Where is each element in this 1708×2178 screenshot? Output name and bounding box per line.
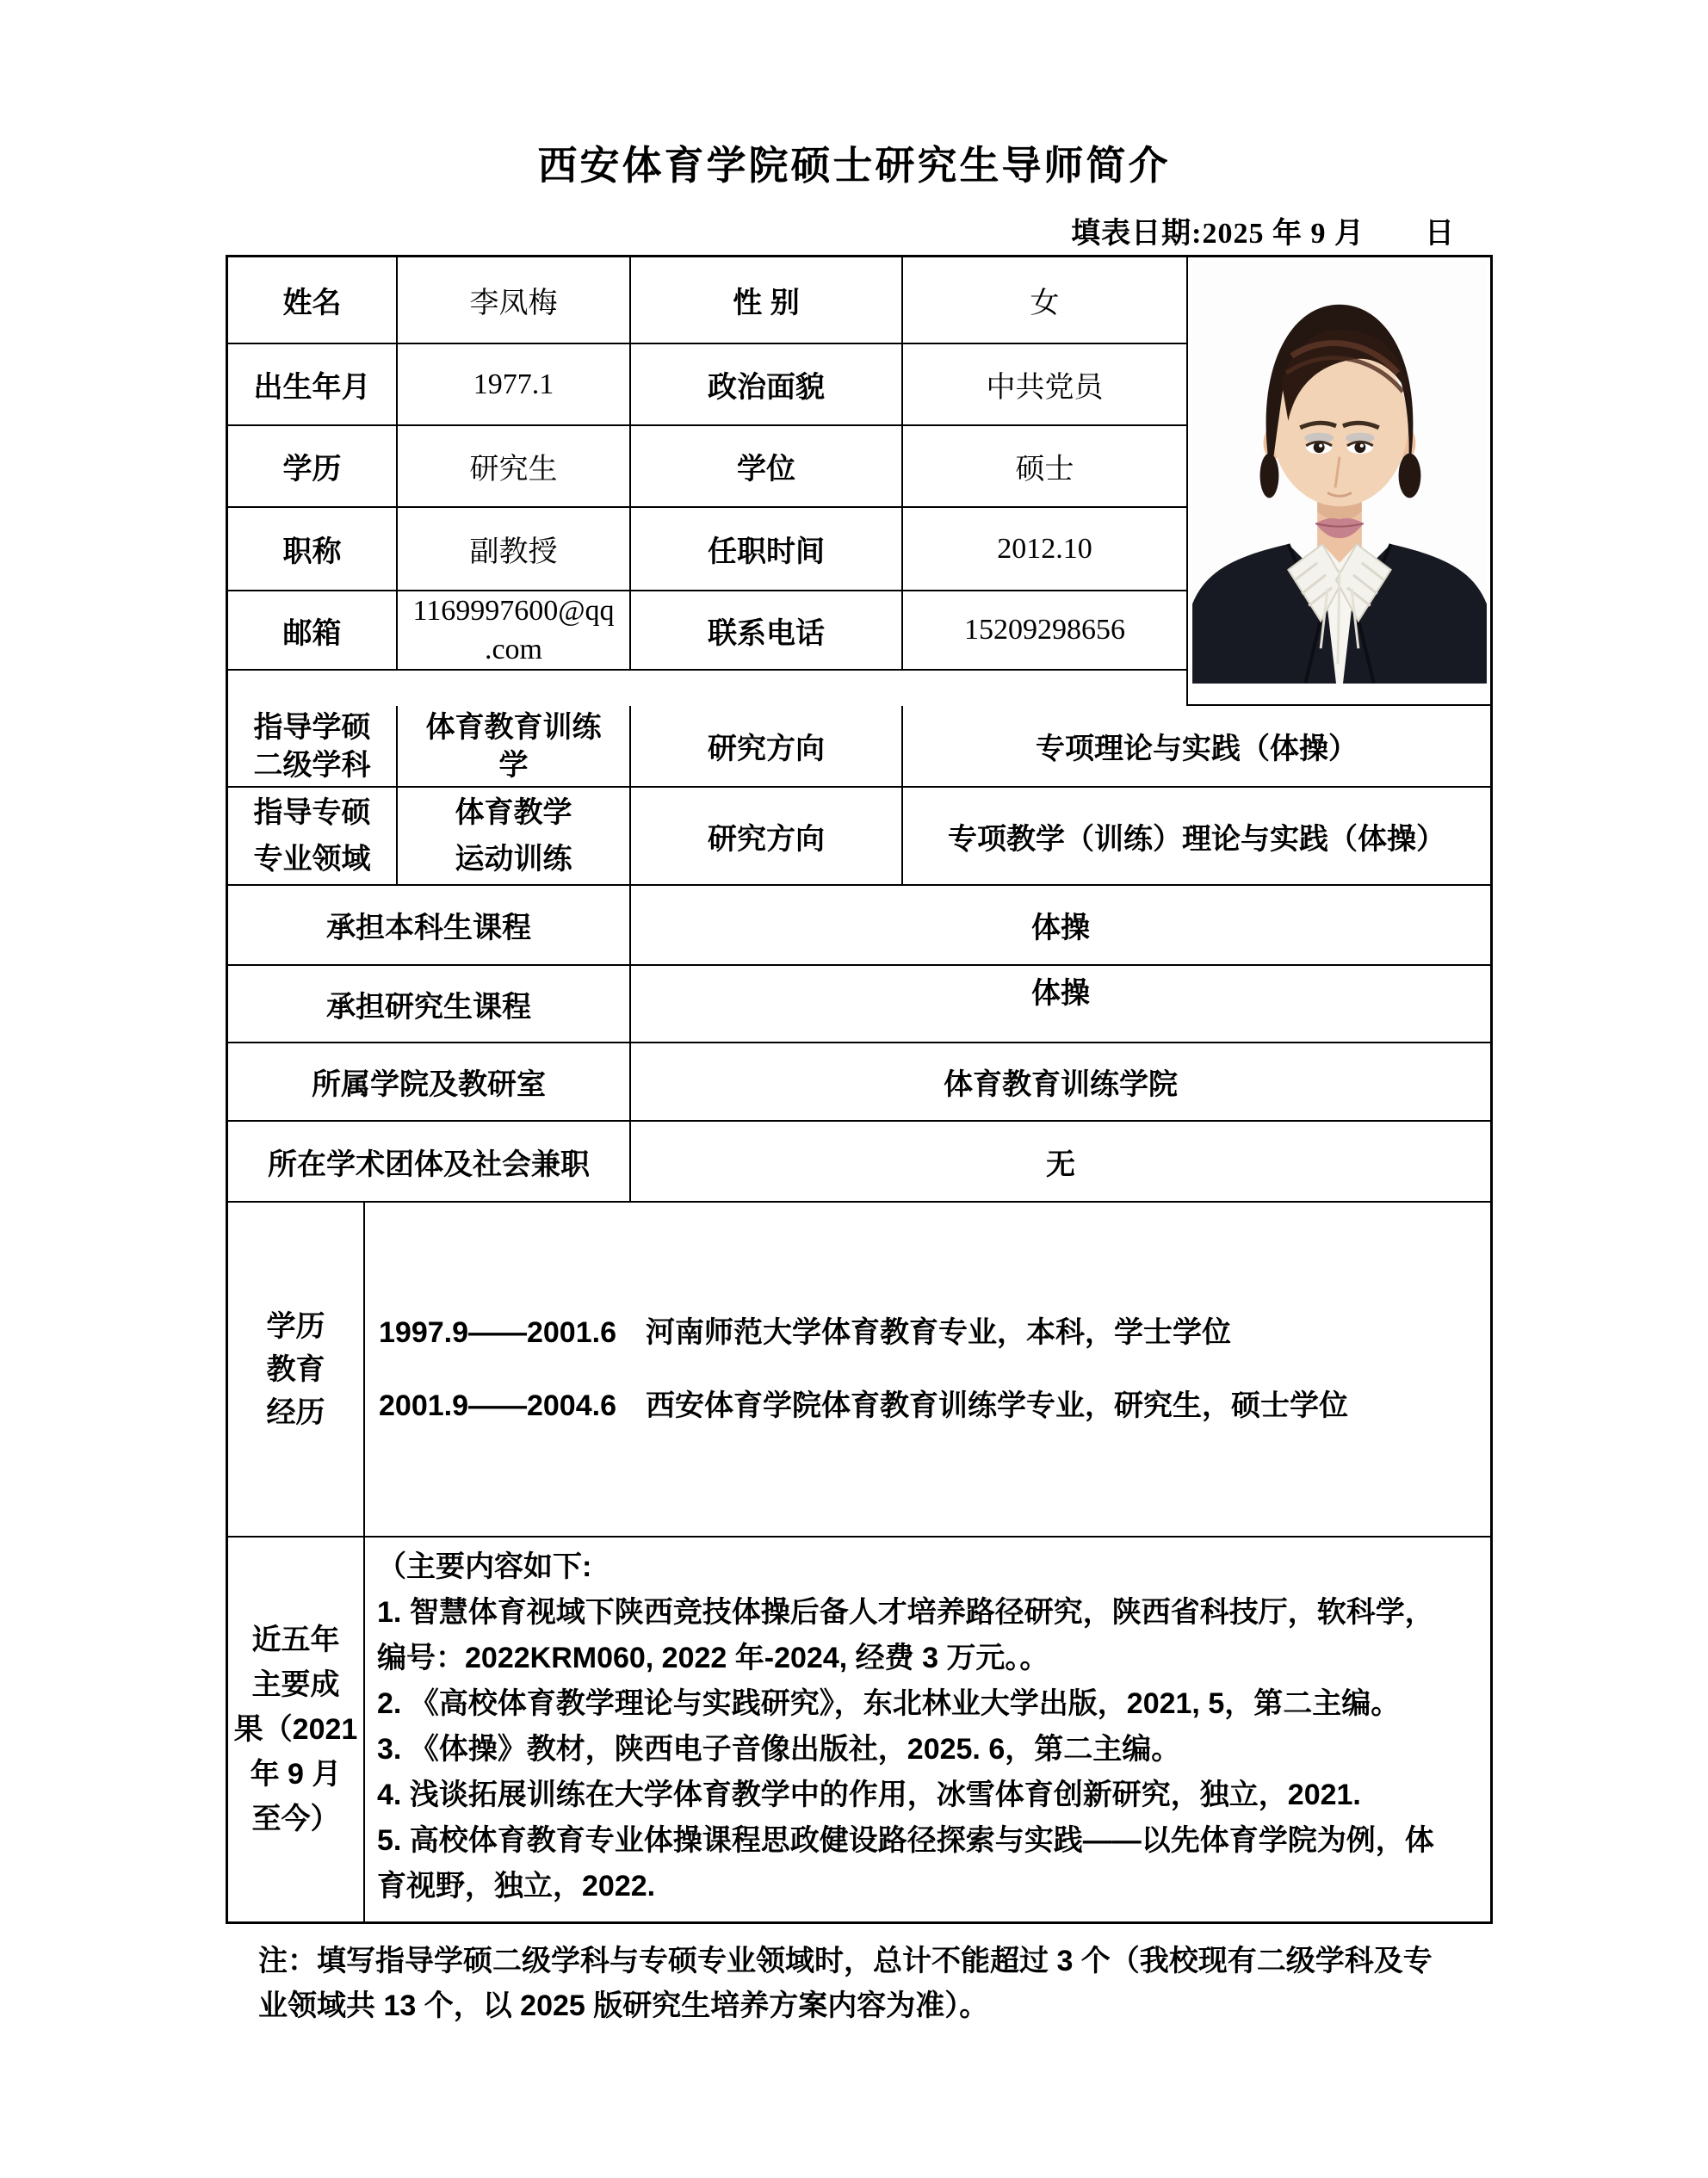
academic-discipline-value: 体育教育训练 学 [398,706,631,788]
undergrad-courses-value: 体操 [631,886,1490,966]
professional-field-value: 体育教学 运动训练 [398,788,631,886]
societies-row [228,1122,1490,1203]
email-value: 1169997600@qq .com [398,591,631,671]
research-direction-value: 专项教学（训练）理论与实践（体操） [903,788,1490,886]
college-row [228,1043,1490,1122]
basic-info-section [228,257,1490,706]
table-row [228,344,1186,426]
achievements-label: 近五年 主要成 果（2021 年 9 月 至今） [228,1538,365,1921]
undergrad-courses-row [228,886,1490,966]
email-label: 邮箱 [228,591,398,671]
degree-label: 学位 [631,426,903,508]
societies-value: 无 [631,1122,1490,1203]
undergrad-courses-label: 承担本科生课程 [228,886,631,966]
page-title: 西安体育学院硕士研究生导师简介 [537,143,1171,188]
graduate-courses-row [228,966,1490,1043]
name-label: 姓名 [228,257,398,344]
title-rank-label: 职称 [228,508,398,591]
societies-label: 所在学术团体及社会兼职 [228,1122,631,1203]
education-history-label: 学历 教育 经历 [228,1203,365,1538]
college-label: 所属学院及教研室 [228,1043,631,1122]
fill-date: 填表日期:2025 年 9 月 日 [1071,218,1455,250]
professional-supervision-row [228,788,1490,886]
academic-discipline-label: 指导学硕 二级学科 [228,706,398,788]
certificate-photo [1191,262,1488,684]
political-status-label: 政治面貌 [631,344,903,426]
gender-label: 性 别 [631,257,903,344]
table-row [228,508,1186,591]
appointment-time-value: 2012.10 [903,508,1186,591]
achievements-value: （主要内容如下: 1. 智慧体育视域下陕西竞技体操后备人才培养路径研究，陕西省科技厅，软科学， 编号：2022KRM060, 2022 年-2024, 经费 3 万元。。 2. 《高校体育教学理论与实践研究》，东北林业大学出版，2021, 5，第二主编。 3. 《体操》教材，陕西电子音像出版社，2025. 6，第二主编。 4. 浅谈拓展训练在大学体育教学中的作用，冰雪体育创新研究，独立，2021. 5. 高校体育教育专业体操课程思政健设路径探索与实践——以先体育学院为例，体 育视野，独立，2022. [377,1550,1434,1903]
education-history-row [228,1203,1490,1538]
table-row [228,257,1186,344]
research-direction-label: 研究方向 [631,788,903,886]
footnote-line: 注：填写指导学硕二级学科与专硕专业领域时，总计不能超过 3 个（我校现有二级学科及专 [258,1945,1433,1977]
id-photo-cell [1186,257,1490,706]
gender-value: 女 [903,257,1186,344]
birthdate-value: 1977.1 [398,344,631,426]
research-direction-label: 研究方向 [631,706,903,788]
graduate-courses-label: 承担研究生课程 [228,966,631,1043]
supervisor-form-table [226,255,1493,1924]
footnote [258,1939,1472,2028]
title-rank-value: 副教授 [398,508,631,591]
footnote-line: 业领域共 13 个，以 2025 版研究生培养方案内容为准）。 [258,1989,989,2022]
education-history-value: 1997.9——2001.6 河南师范大学体育教育专业，本科，学士学位 2001.9——2004.6 西安体育学院体育教育训练学专业，研究生，硕士学位 [365,1203,1490,1538]
education-level-value: 研究生 [398,426,631,508]
professional-field-label: 指导专硕 专业领域 [228,788,398,886]
degree-value: 硕士 [903,426,1186,508]
table-row [228,591,1186,671]
name-value: 李凤梅 [398,257,631,344]
birthdate-label: 出生年月 [228,344,398,426]
research-direction-value: 专项理论与实践（体操） [903,706,1490,788]
academic-supervision-row [228,706,1490,788]
phone-value: 15209298656 [903,591,1186,671]
graduate-courses-value: 体操 [631,966,1490,1043]
appointment-time-label: 任职时间 [631,508,903,591]
portrait-illustration [1191,262,1488,684]
education-level-label: 学历 [228,426,398,508]
table-row [228,426,1186,508]
college-value: 体育教育训练学院 [631,1043,1490,1122]
phone-label: 联系电话 [631,591,903,671]
political-status-value: 中共党员 [903,344,1186,426]
achievements-row [228,1538,1490,1921]
basic-info-grid [228,257,1186,706]
